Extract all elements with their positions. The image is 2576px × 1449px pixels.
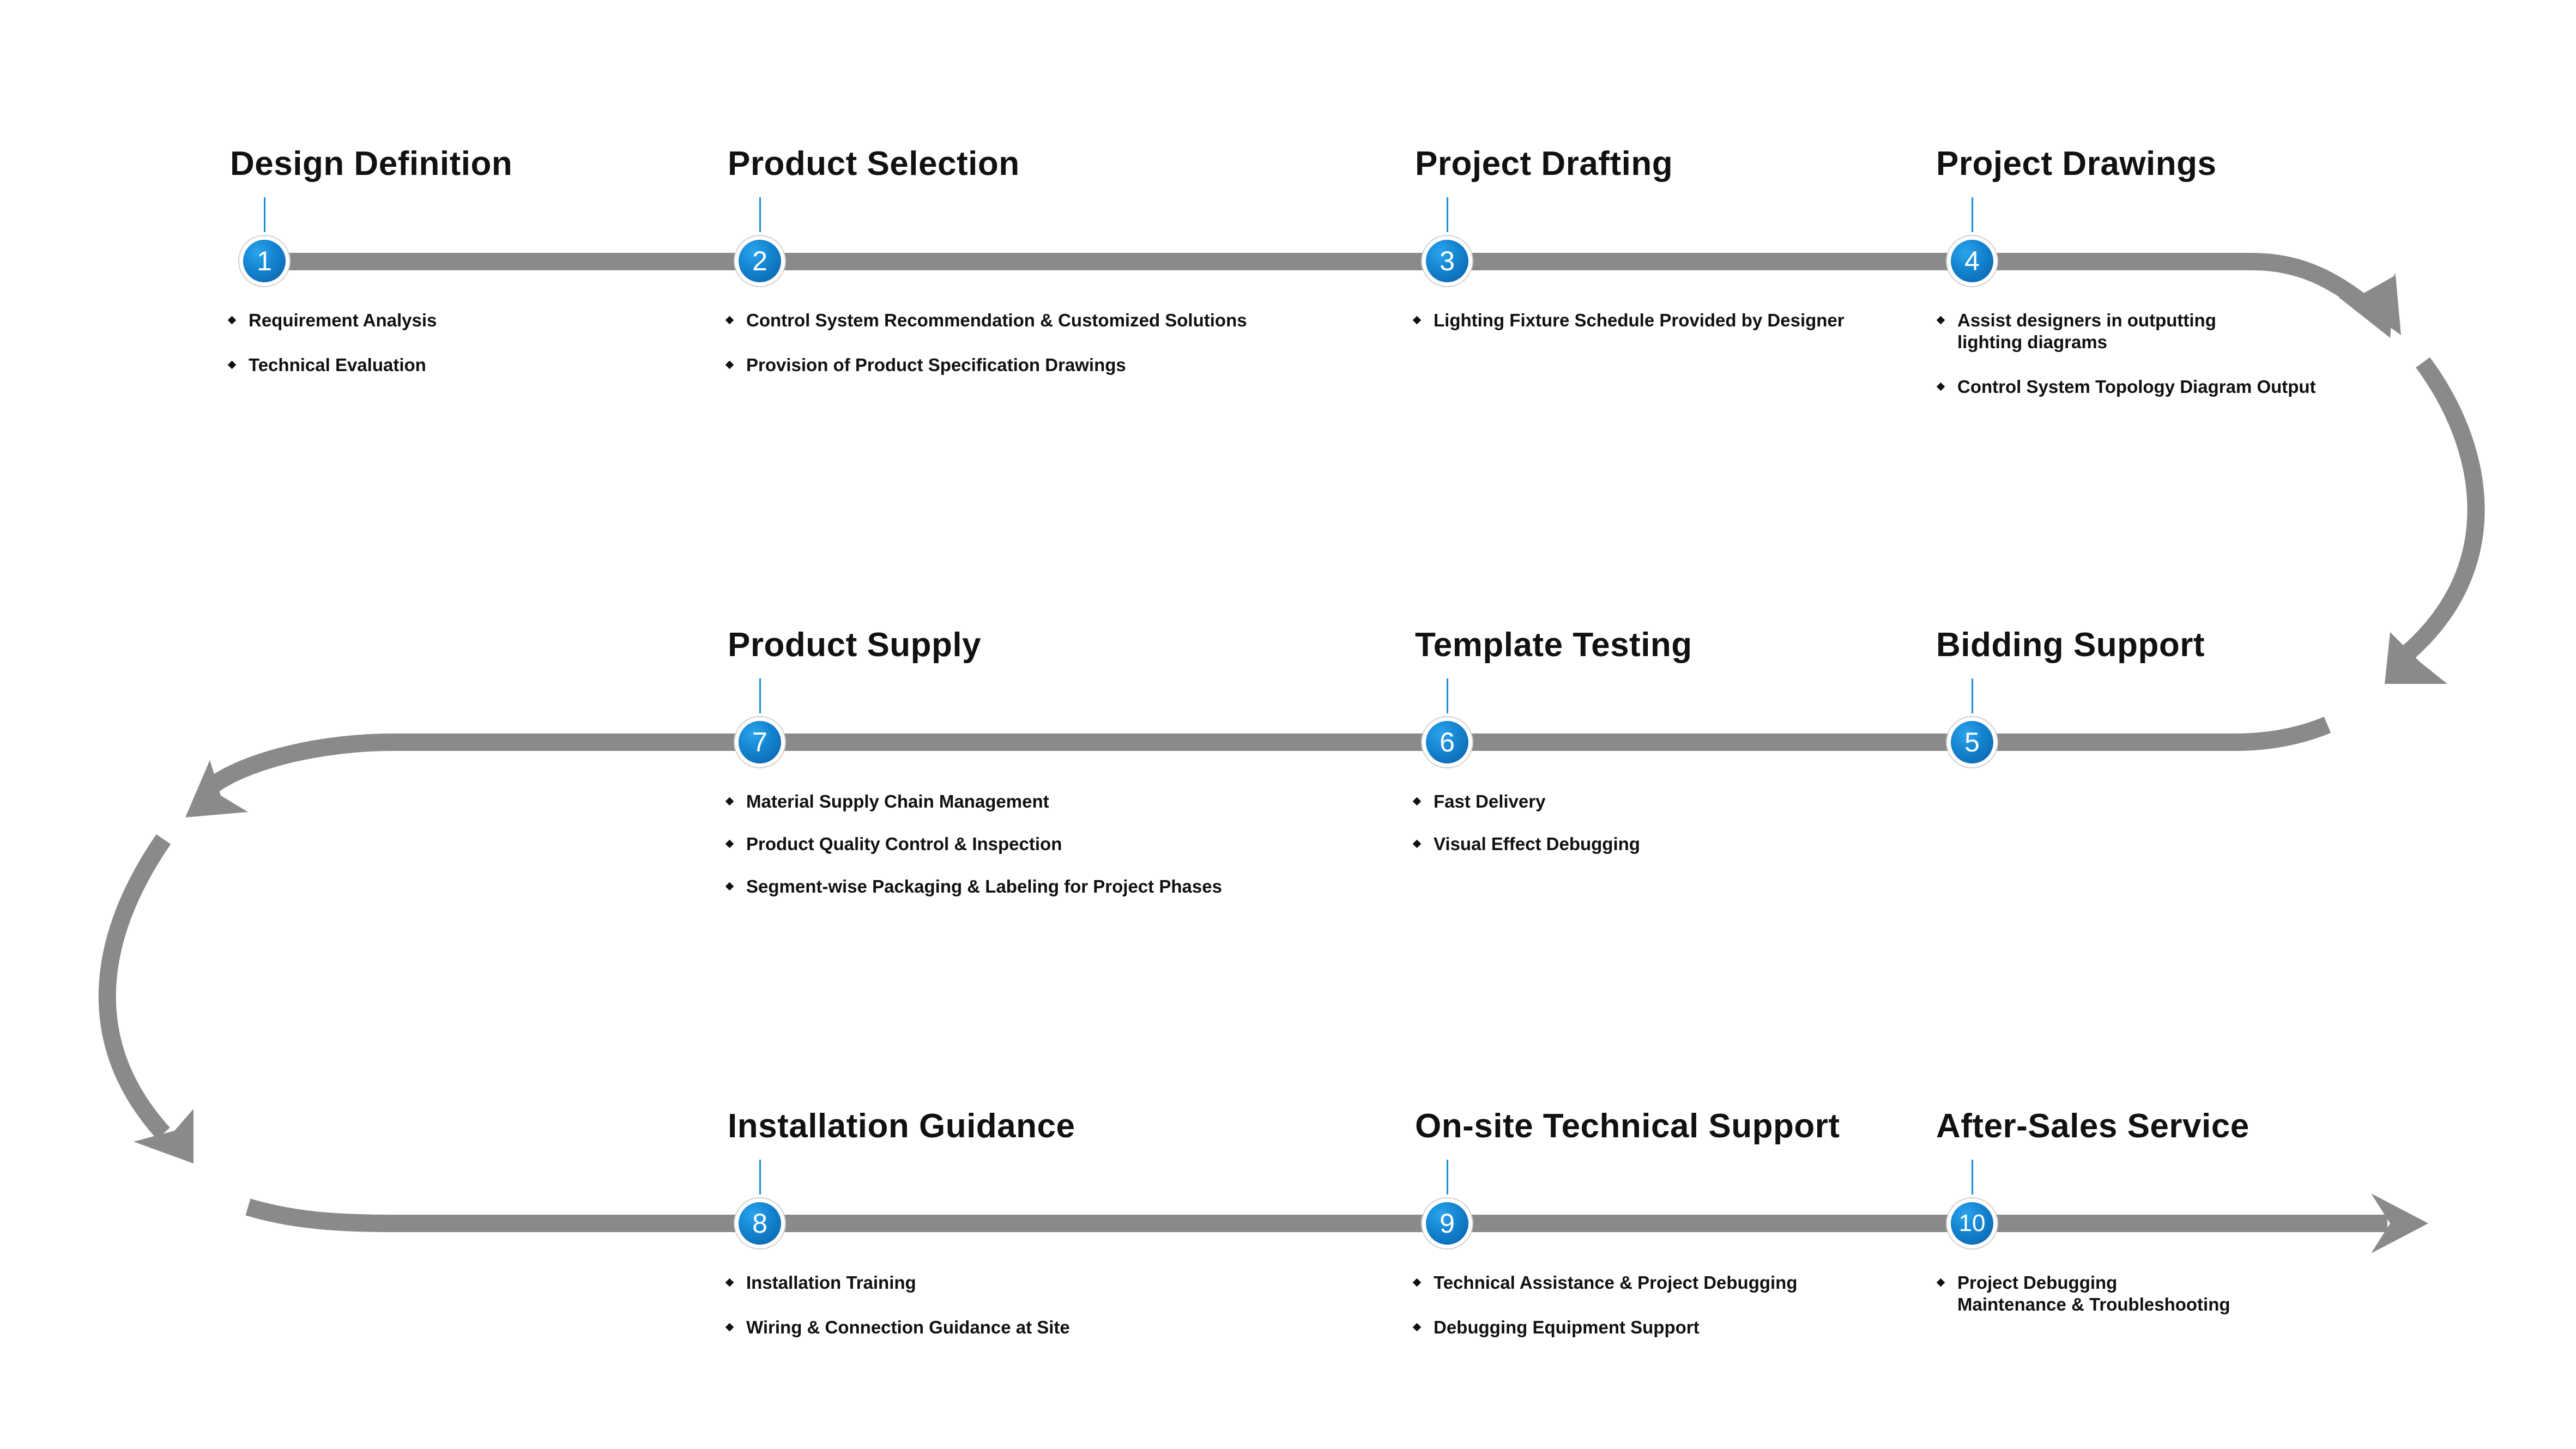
step-title: On-site Technical Support <box>1415 1107 1840 1145</box>
step-item: Segment-wise Packaging & Labeling for Project Phases <box>727 876 1222 898</box>
step-title: After-Sales Service <box>1936 1107 2250 1145</box>
step-item: Wiring & Connection Guidance at Site <box>727 1317 1070 1338</box>
step-item: Visual Effect Debugging <box>1414 833 1640 855</box>
step-items <box>1414 1272 1798 1338</box>
step-item: Assist designers in outputting lighting diagrams <box>1938 310 2316 353</box>
track-curve-left <box>107 839 164 1133</box>
step-item: Control System Topology Diagram Output <box>1938 376 2316 398</box>
step-item: Requirement Analysis <box>229 310 437 331</box>
step-item: Fast Delivery <box>1414 791 1640 813</box>
step-number-badge: 5 <box>1947 717 1997 767</box>
step-title: Bidding Support <box>1936 626 2205 664</box>
step-items <box>1938 310 2316 398</box>
step-connector <box>759 678 761 713</box>
step-items <box>1414 310 1845 331</box>
step-title: Installation Guidance <box>728 1107 1075 1145</box>
step-title: Product Selection <box>728 145 1020 183</box>
step-number-badge: 1 <box>239 236 289 286</box>
step-items <box>229 310 437 376</box>
step-number-badge: 8 <box>735 1198 785 1248</box>
step-connector <box>1447 1160 1448 1195</box>
step-connector <box>1447 197 1448 232</box>
step-items <box>727 310 1247 376</box>
track-curve-right <box>2406 362 2476 654</box>
step-item: Product Quality Control & Inspection <box>727 833 1222 855</box>
track-row-2 <box>210 725 2327 787</box>
step-number-badge: 2 <box>735 236 785 286</box>
step-item: Installation Training <box>727 1272 1070 1294</box>
step-item: Provision of Product Specification Drawings <box>727 354 1247 376</box>
step-connector <box>264 197 265 232</box>
step-connector <box>1972 678 1973 713</box>
step-item: Material Supply Chain Management <box>727 791 1222 813</box>
step-items <box>1414 791 1640 855</box>
step-item: Debugging Equipment Support <box>1414 1317 1798 1338</box>
step-connector <box>759 197 761 232</box>
step-item: Technical Evaluation <box>229 354 437 376</box>
step-title: Design Definition <box>230 145 513 183</box>
step-number-badge: 9 <box>1422 1198 1472 1248</box>
step-title: Project Drawings <box>1936 145 2217 183</box>
step-number-badge: 6 <box>1422 717 1472 767</box>
track-row-1 <box>262 262 2377 313</box>
step-items <box>1938 1272 2230 1315</box>
step-title: Product Supply <box>728 626 982 664</box>
step-number-badge: 7 <box>735 717 785 767</box>
step-items <box>727 791 1222 898</box>
track-row-3 <box>248 1207 2387 1223</box>
step-connector <box>1972 197 1973 232</box>
step-number-badge: 10 <box>1947 1198 1997 1248</box>
step-number-badge: 4 <box>1947 236 1997 286</box>
step-connector <box>759 1160 761 1195</box>
step-item: Control System Recommendation & Customized Solutions <box>727 310 1247 331</box>
step-connector <box>1447 678 1448 713</box>
step-item: Technical Assistance & Project Debugging <box>1414 1272 1798 1294</box>
step-items <box>727 1272 1070 1338</box>
step-number-badge: 3 <box>1422 236 1472 286</box>
step-title: Template Testing <box>1415 626 1692 664</box>
step-title: Project Drafting <box>1415 145 1673 183</box>
step-item: Lighting Fixture Schedule Provided by Designer <box>1414 310 1845 331</box>
step-connector <box>1972 1160 1973 1195</box>
step-item: Project Debugging Maintenance & Troubleshooting <box>1938 1272 2230 1315</box>
